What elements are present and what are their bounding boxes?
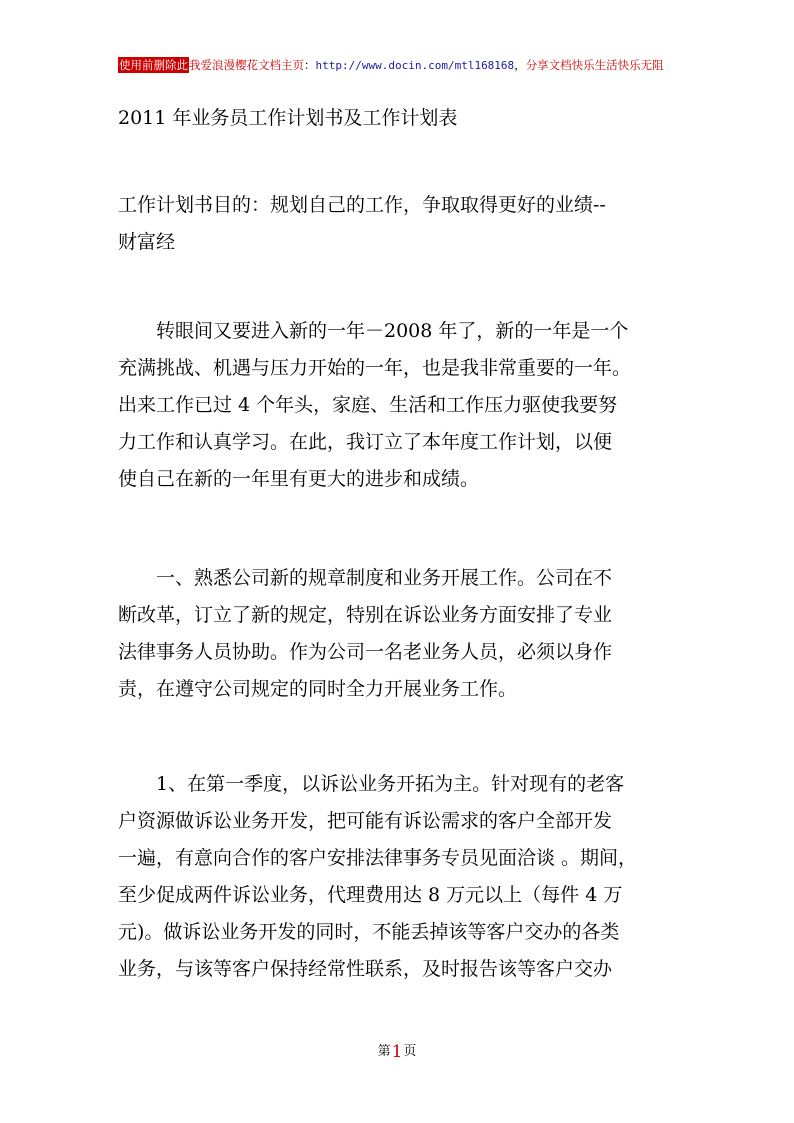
section-1-paragraph — [118, 560, 678, 708]
page-footer — [0, 1040, 794, 1062]
paragraph-line: 至少促成两件诉讼业务，代理费用达 8 万元以上（每件 4 万 — [118, 884, 623, 906]
paragraph-line: 工作计划书目的：规划自己的工作，争取取得更好的业绩-- — [118, 194, 606, 216]
intro-paragraph — [118, 313, 678, 498]
paragraph-line: 出来工作已过 4 个年头，家庭、生活和工作压力驱使我要努 — [118, 394, 618, 416]
paragraph-line: 法律事务人员协助。作为公司一名老业务人员，必须以身作 — [118, 641, 613, 663]
doc-home-label[interactable]: 文档主页 — [258, 58, 304, 72]
paragraph-line: 元)。做诉讼业务开发的同时，不能丢掉该等客户交办的各类 — [118, 921, 620, 943]
paragraph-line: 使自己在新的一年里有更大的进步和成绩。 — [118, 468, 480, 490]
paragraph-line: 一、熟悉公司新的规章制度和业务开展工作。公司在不 — [156, 567, 613, 589]
document-title: 2011 年业务员工作计划书及工作计划表 — [118, 107, 458, 129]
header-comma: ， — [514, 58, 526, 72]
paragraph-line: 业务，与该等客户保持经常性联系，及时报告该等客户交办 — [118, 958, 613, 980]
paragraph-line: 转眼间又要进入新的一年－2008 年了，新的一年是一个 — [156, 320, 629, 342]
page-prefix: 第 — [377, 1044, 391, 1059]
paragraph-line: 一遍，有意向合作的客户安排法律事务专员见面洽谈 。期间， — [118, 847, 638, 869]
delete-notice-badge: 使用前删除此 — [119, 58, 188, 72]
header-colon: ： — [304, 58, 316, 72]
paragraph-line: 财富经 — [118, 231, 176, 253]
paragraph-line: 充满挑战、机遇与压力开始的一年，也是我非常重要的一年。 — [118, 357, 632, 379]
document-header-bar — [118, 57, 664, 73]
paragraph-line: 力工作和认真学习。在此，我订立了本年度工作计划，以便 — [118, 431, 613, 453]
paragraph-line: 责，在遵守公司规定的同时全力开展业务工作。 — [118, 678, 518, 700]
paragraph-line: 断改革，订立了新的规定，特别在诉讼业务方面安排了专业 — [118, 604, 613, 626]
site-name[interactable]: 我爱浪漫樱花 — [189, 58, 258, 72]
paragraph-line: 户资源做诉讼业务开发，把可能有诉讼需求的客户全部开发 — [118, 810, 613, 832]
purpose-paragraph — [118, 187, 678, 261]
doc-home-link[interactable]: http://www.docin.com/mtl168168 — [315, 59, 515, 72]
item-1-paragraph — [118, 766, 678, 988]
page-suffix: 页 — [403, 1044, 417, 1059]
share-slogan: 分享文档快乐生活快乐无阻 — [525, 58, 664, 72]
paragraph-line: 1、在第一季度，以诉讼业务开拓为主。针对现有的老客 — [156, 773, 625, 795]
page-number: 1 — [391, 1042, 403, 1062]
